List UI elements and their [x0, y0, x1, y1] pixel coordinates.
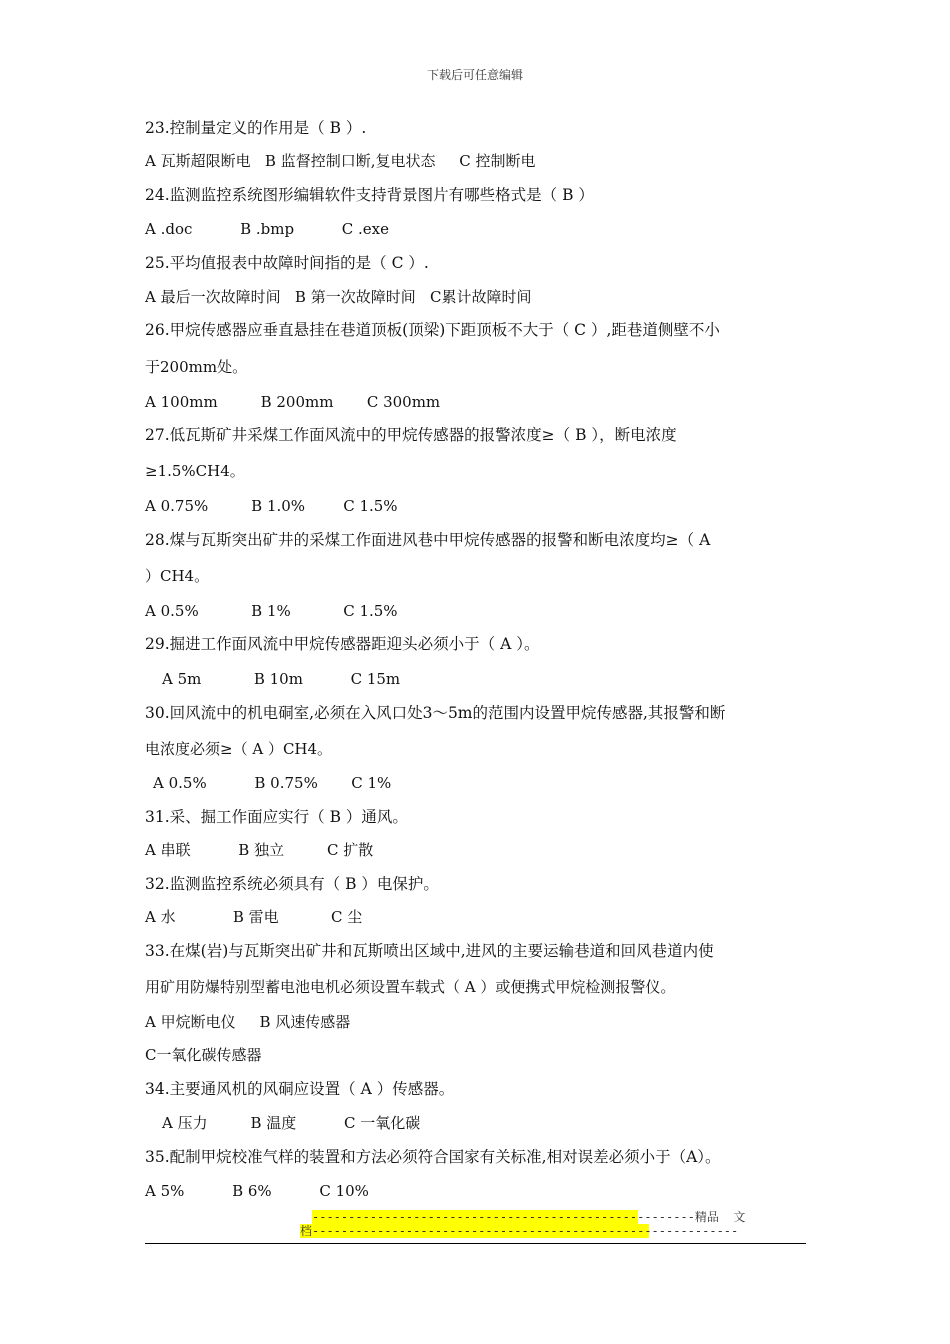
- question-text: 于200mm处。: [145, 358, 248, 376]
- answer-options: A 5m B 10m C 15m: [162, 670, 401, 688]
- question-text: 25.平均值报表中故障时间指的是（ C ）.: [145, 254, 429, 272]
- question-text: 26.甲烷传感器应垂直悬挂在巷道顶板(顶梁)下距顶板不大于（ C ）,距巷道侧壁不小: [145, 321, 720, 339]
- question-text: 电浓度必须≥（ A ）CH4。: [145, 740, 333, 758]
- question-text: ）CH4。: [145, 567, 210, 585]
- question-text: 30.回风流中的机电硐室,必须在入风口处3～5m的范围内设置甲烷传感器,其报警和断: [145, 704, 726, 722]
- question-text: 34.主要通风机的风硐应设置（ A ）传感器。: [145, 1080, 455, 1098]
- answer-options: A 最后一次故障时间 B 第一次故障时间 C累计故障时间: [145, 288, 532, 306]
- question-text: 用矿用防爆特别型蓄电池电机必须设置车载式（ A ）或便携式甲烷检测报警仪。: [145, 978, 676, 996]
- answer-options: A 0.75% B 1.0% C 1.5%: [145, 497, 398, 515]
- page-header: 下载后可任意编辑: [426, 68, 523, 82]
- footer-rule: [145, 1243, 806, 1244]
- answer-options: C一氧化碳传感器: [145, 1046, 262, 1064]
- answer-options: A 0.5% B 1% C 1.5%: [145, 602, 398, 620]
- question-text: 28.煤与瓦斯突出矿井的采煤工作面进风巷中甲烷传感器的报警和断电浓度均≥（ A: [145, 531, 711, 549]
- answer-options: A 水 B 雷电 C 尘: [145, 908, 363, 926]
- question-text: 23.控制量定义的作用是（ B ）.: [145, 119, 367, 137]
- question-text: 27.低瓦斯矿井采煤工作面风流中的甲烷传感器的报警浓度≥（ B ），断电浓度: [145, 426, 677, 444]
- footer-line-1: -----------------------------------------------------精品 文: [312, 1210, 746, 1224]
- question-text: 31.采、掘工作面应实行（ B ）通风。: [145, 808, 408, 826]
- answer-options: A 5% B 6% C 10%: [145, 1182, 369, 1200]
- question-text: 24.监测监控系统图形编辑软件支持背景图片有哪些格式是（ B ）: [145, 186, 594, 204]
- question-text: ≥1.5%CH4。: [145, 462, 245, 480]
- footer-line-2: 档-----------------------------------------------------------: [300, 1224, 739, 1238]
- question-text: 33.在煤(岩)与瓦斯突出矿井和瓦斯喷出区域中,进风的主要运输巷道和回风巷道内使: [145, 942, 714, 960]
- answer-options: A .doc B .bmp C .exe: [145, 220, 389, 238]
- answer-options: A 100mm B 200mm C 300mm: [145, 393, 441, 411]
- answer-options: A 瓦斯超限断电 B 监督控制口断,复电状态 C 控制断电: [145, 152, 536, 170]
- answer-options: A 压力 B 温度 C 一氧化碳: [162, 1114, 421, 1132]
- question-text: 32.监测监控系统必须具有（ B ）电保护。: [145, 875, 439, 893]
- question-text: 35.配制甲烷校准气样的装置和方法必须符合国家有关标准,相对误差必须小于（A）。: [145, 1148, 721, 1166]
- answer-options: A 串联 B 独立 C 扩散: [145, 841, 374, 859]
- answer-options: A 0.5% B 0.75% C 1%: [153, 774, 392, 792]
- footer-banner: [300, 1210, 746, 1238]
- question-text: 29.掘进工作面风流中甲烷传感器距迎头必须小于（ A ）。: [145, 635, 540, 653]
- answer-options: A 甲烷断电仪 B 风速传感器: [145, 1013, 351, 1031]
